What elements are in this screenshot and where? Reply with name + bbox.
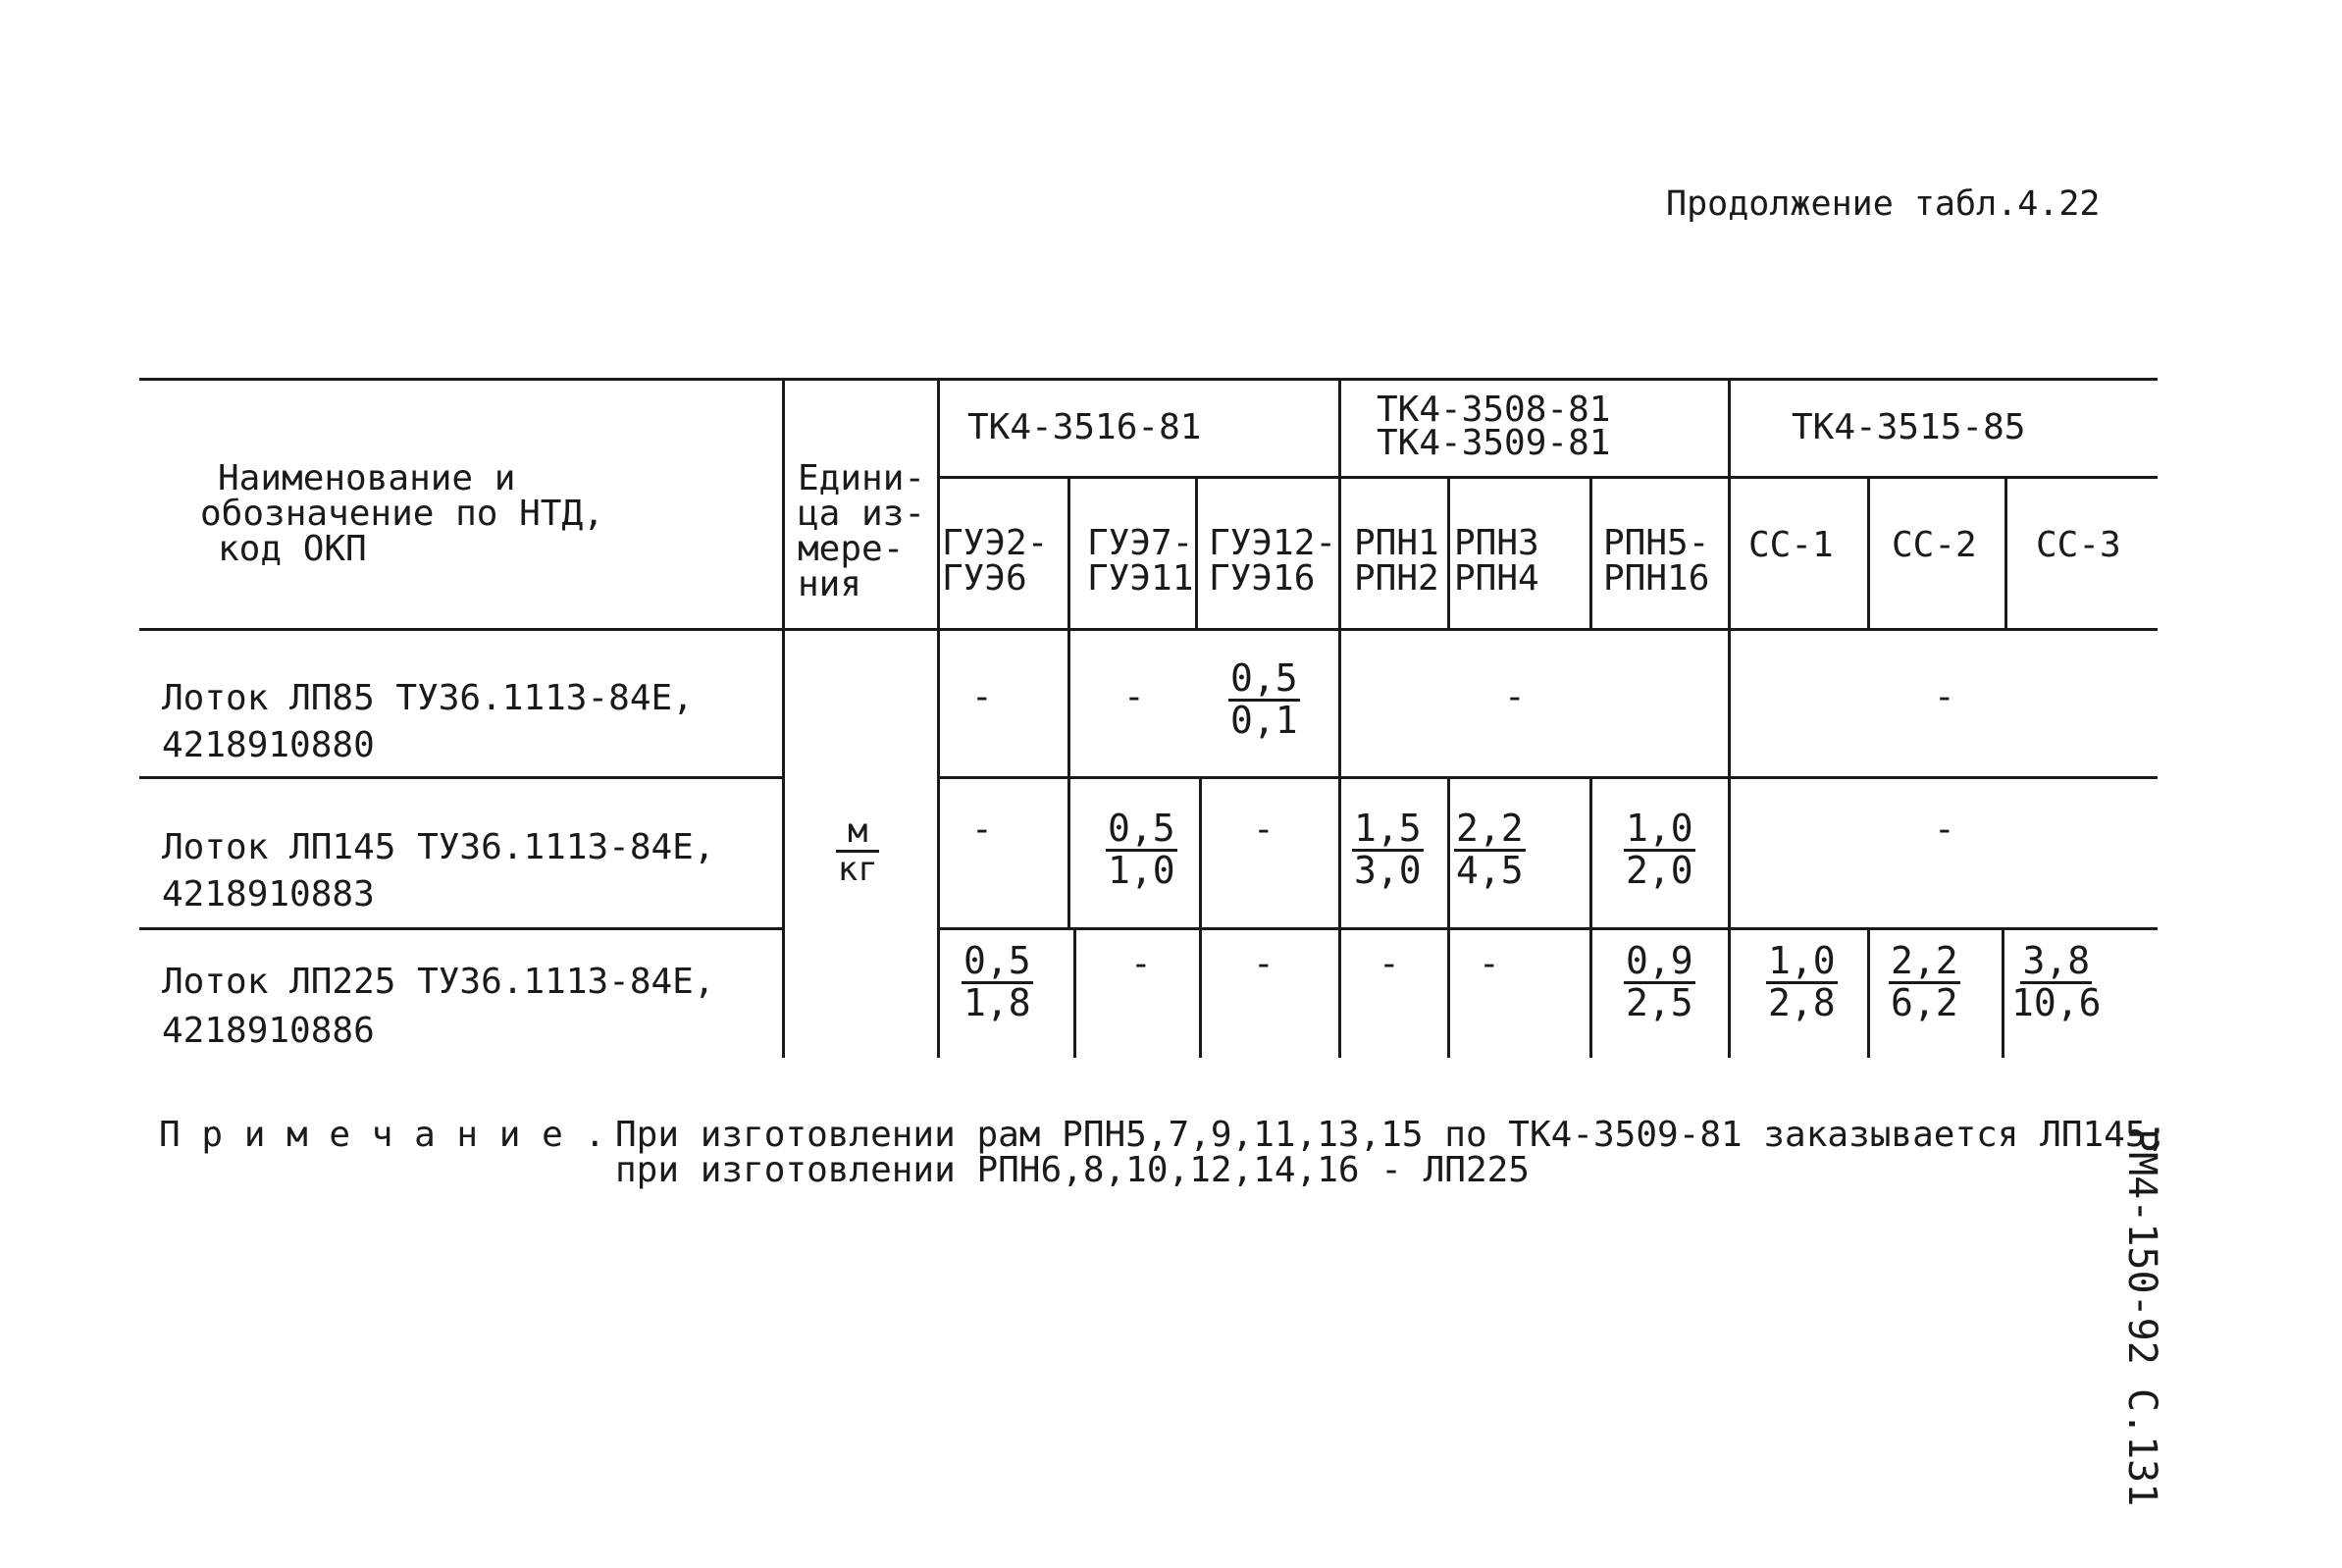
row2-c2-num: 0,5 <box>1108 807 1175 850</box>
note-line2: при изготовлении РПН6,8,10,12,14,16 - ЛП225 <box>615 1150 1530 1190</box>
row2-group3: - <box>1934 810 1955 850</box>
row3-c7-den: 2,8 <box>1768 981 1836 1024</box>
row3-c5: - <box>1479 944 1500 984</box>
rule-row2-bottom-right <box>937 927 2158 930</box>
row2-name-line2: 4218910883 <box>162 874 375 915</box>
row3-c8-num: 2,2 <box>1891 939 1958 982</box>
rule-header-bottom <box>139 628 2158 631</box>
row1-c1: - <box>971 677 993 717</box>
vrule-c4-c5-body <box>1447 776 1450 1058</box>
header-name-line1: Наименование и <box>218 458 516 498</box>
sub2-line1: ГУЭ7- <box>1087 523 1194 563</box>
row3-c8-den: 6,2 <box>1891 981 1958 1024</box>
row3-c9-num: 3,8 <box>2022 939 2091 982</box>
vrule-c8-c9-body <box>2002 927 2004 1058</box>
sub2-line2: ГУЭ11 <box>1087 558 1194 599</box>
vrule-c1-c2-body <box>1073 927 1076 1058</box>
header-unit-line3: мере- <box>798 529 905 569</box>
row3-c4: - <box>1379 944 1400 984</box>
row3-c1-num: 0,5 <box>963 939 1031 982</box>
rule-group-bottom <box>937 476 2158 479</box>
vrule-name-unit <box>782 378 785 1058</box>
row3-c2: - <box>1130 944 1152 984</box>
row2-name-line1: Лоток ЛП145 ТУ36.1113-84Е, <box>162 827 715 867</box>
header-unit-line2: ца из- <box>798 494 926 534</box>
row3-c9-den: 10,6 <box>2011 981 2102 1024</box>
vrule-unit-data <box>937 378 940 1058</box>
row1-name-line1: Лоток ЛП85 ТУ36.1113-84Е, <box>162 678 694 718</box>
rule-top <box>139 378 2158 381</box>
header-name-line3: код ОКП <box>218 529 367 569</box>
row2-c6-den: 2,0 <box>1626 849 1693 892</box>
sub3-line2: ГУЭ16 <box>1209 558 1316 599</box>
row2-c4-den: 3,0 <box>1354 849 1422 892</box>
sub7: СС-1 <box>1748 525 1834 565</box>
header-unit-line4: ния <box>798 564 862 604</box>
row3-c7 <box>1766 939 1838 1024</box>
sub4-line2: РПН2 <box>1354 558 1439 599</box>
row3-name-line1: Лоток ЛП225 ТУ36.1113-84Е, <box>162 962 715 1002</box>
vrule-c2-c3-body <box>1199 776 1202 1058</box>
row3-c1-den: 1,8 <box>963 981 1031 1024</box>
unit-den: кг <box>837 850 878 889</box>
group1-label: ТК4-3516-81 <box>967 407 1202 447</box>
row2-c6 <box>1624 807 1695 892</box>
vrule-c5-c6-body <box>1589 776 1592 1058</box>
row2-c5-den: 4,5 <box>1456 849 1524 892</box>
vrule-c4-c5 <box>1447 476 1450 628</box>
rule-row1-bottom-right <box>937 776 2158 779</box>
sub9: СС-3 <box>2036 525 2121 565</box>
row1-group2: - <box>1504 677 1526 717</box>
sub1-line1: ГУЭ2- <box>942 523 1049 563</box>
vrule-c8-c9 <box>2004 476 2007 628</box>
unit-num: м <box>836 814 879 853</box>
row3-name-line2: 4218910886 <box>162 1011 375 1051</box>
row3-c9 <box>2011 939 2102 1024</box>
row2-c1: - <box>971 810 993 850</box>
vrule-c2-c3 <box>1195 476 1198 628</box>
page-code-stamp: РМ4-150-92 С.131 <box>2119 1128 2164 1507</box>
vrule-c1-c2-head <box>1067 476 1070 628</box>
vrule-c1-c2-mid <box>1067 628 1070 927</box>
sub8: СС-2 <box>1892 525 1977 565</box>
row1-c3 <box>1228 656 1300 742</box>
sub1-line2: ГУЭ6 <box>942 558 1027 599</box>
row3-c8 <box>1889 939 1960 1024</box>
rule-row1-bottom-left <box>139 776 782 779</box>
note-label: П р и м е ч а н и е . <box>159 1115 606 1155</box>
row3-c6-num: 0,9 <box>1626 939 1693 982</box>
row2-c2 <box>1106 807 1177 892</box>
group3-label: ТК4-3515-85 <box>1792 407 2026 447</box>
sub5-line2: РПН4 <box>1454 558 1539 599</box>
row1-group3: - <box>1934 677 1955 717</box>
sub6-line1: РПН5- <box>1603 523 1710 563</box>
vrule-c5-c6 <box>1589 476 1592 628</box>
sub4-line1: РПН1 <box>1354 523 1439 563</box>
sub5-line1: РПН3 <box>1454 523 1539 563</box>
sub6-line2: РПН16 <box>1603 558 1710 599</box>
vrule-c7-c8-body <box>1867 927 1870 1058</box>
row1-c2: - <box>1123 677 1145 717</box>
continuation-title: Продолжение табл.4.22 <box>1666 184 2101 224</box>
row1-name-line2: 4218910880 <box>162 725 375 765</box>
row2-c3: - <box>1253 810 1275 850</box>
row2-c4-num: 1,5 <box>1354 807 1422 850</box>
group2-label-line2: ТК4-3509-81 <box>1377 423 1611 463</box>
row3-c1 <box>962 939 1033 1024</box>
note-line1: При изготовлении рам РПН5,7,9,11,13,15 по ТК4-3509-81 заказывается ЛП145; <box>615 1115 2168 1155</box>
row3-c6-den: 2,5 <box>1626 981 1693 1024</box>
vrule-group2-3 <box>1728 378 1731 1058</box>
header-unit-line1: Едини- <box>798 458 926 498</box>
group2-label-line1: ТК4-3508-81 <box>1377 390 1611 430</box>
row3-c3: - <box>1253 944 1275 984</box>
sub3-line1: ГУЭ12- <box>1209 523 1337 563</box>
row3-c7-num: 1,0 <box>1768 939 1836 982</box>
row2-c2-den: 1,0 <box>1108 849 1175 892</box>
row2-c5-num: 2,2 <box>1456 807 1524 850</box>
row1-c3-den: 0,1 <box>1230 699 1298 742</box>
vrule-group1-2 <box>1338 378 1341 1058</box>
row2-c5 <box>1454 807 1526 892</box>
row1-c3-num: 0,5 <box>1230 656 1298 700</box>
row2-c6-num: 1,0 <box>1626 807 1693 850</box>
unit-fraction <box>836 811 879 889</box>
rule-row2-bottom-left <box>139 927 782 930</box>
vrule-c7-c8 <box>1867 476 1870 628</box>
row3-c6 <box>1624 939 1695 1024</box>
row2-c4 <box>1352 807 1424 892</box>
header-name-line2: обозначение по НТД, <box>200 494 604 534</box>
